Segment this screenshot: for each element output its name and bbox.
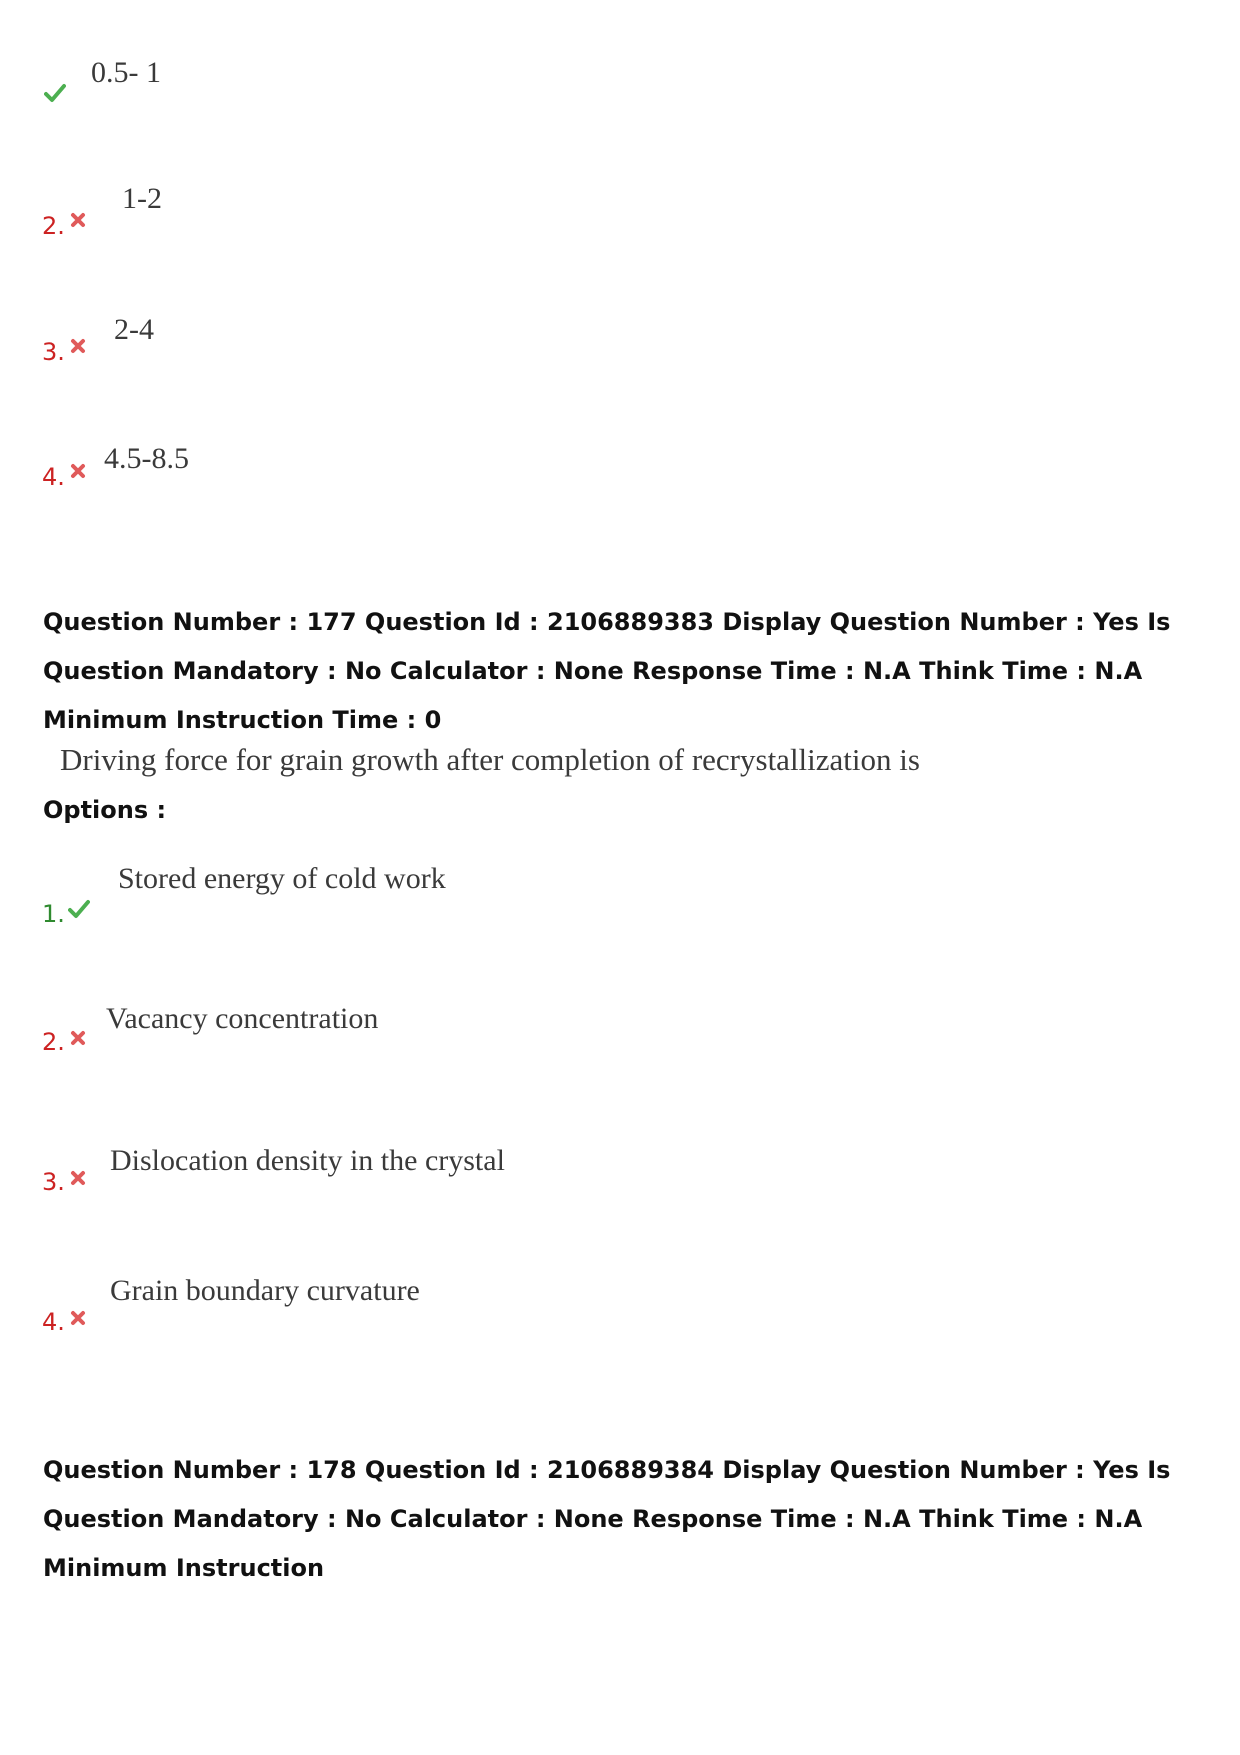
cross-icon	[70, 1310, 86, 1326]
option-number: 3.	[42, 1168, 65, 1196]
options-label: Options :	[43, 796, 167, 824]
option-text: 2-4	[114, 313, 154, 346]
cross-icon	[70, 1030, 86, 1046]
option-text: Grain boundary curvature	[110, 1274, 420, 1307]
check-icon	[44, 82, 66, 104]
cross-icon	[70, 463, 86, 479]
option-number: 4.	[42, 463, 65, 491]
option-text: Dislocation density in the crystal	[110, 1144, 505, 1177]
option-text: 1-2	[122, 182, 162, 215]
cross-icon	[70, 338, 86, 354]
option-number: 4.	[42, 1308, 65, 1336]
option-number: 2.	[42, 1028, 65, 1056]
option-text: Stored energy of cold work	[118, 862, 446, 895]
check-icon	[68, 898, 90, 920]
option-number: 1.	[42, 900, 65, 928]
option-number: 2.	[42, 212, 65, 240]
option-text: Vacancy concentration	[106, 1002, 379, 1035]
cross-icon	[70, 1170, 86, 1186]
question-text: Driving force for grain growth after completion of recrystallization is	[60, 742, 920, 777]
question-header: Question Number : 178 Question Id : 2106889384 Display Question Number : Yes Is Question Mandatory : No Calculator : None Response Time : N.A Think Time : N.A Minimum Instruction	[43, 1456, 1171, 1582]
question-header: Question Number : 177 Question Id : 2106889383 Display Question Number : Yes Is Question Mandatory : No Calculator : None Response Time : N.A Think Time : N.A Minimum Instruction Time : 0	[43, 608, 1171, 734]
cross-icon	[70, 212, 86, 228]
option-text: 0.5- 1	[91, 56, 161, 89]
option-number: 3.	[42, 338, 65, 366]
option-text: 4.5-8.5	[104, 442, 189, 475]
